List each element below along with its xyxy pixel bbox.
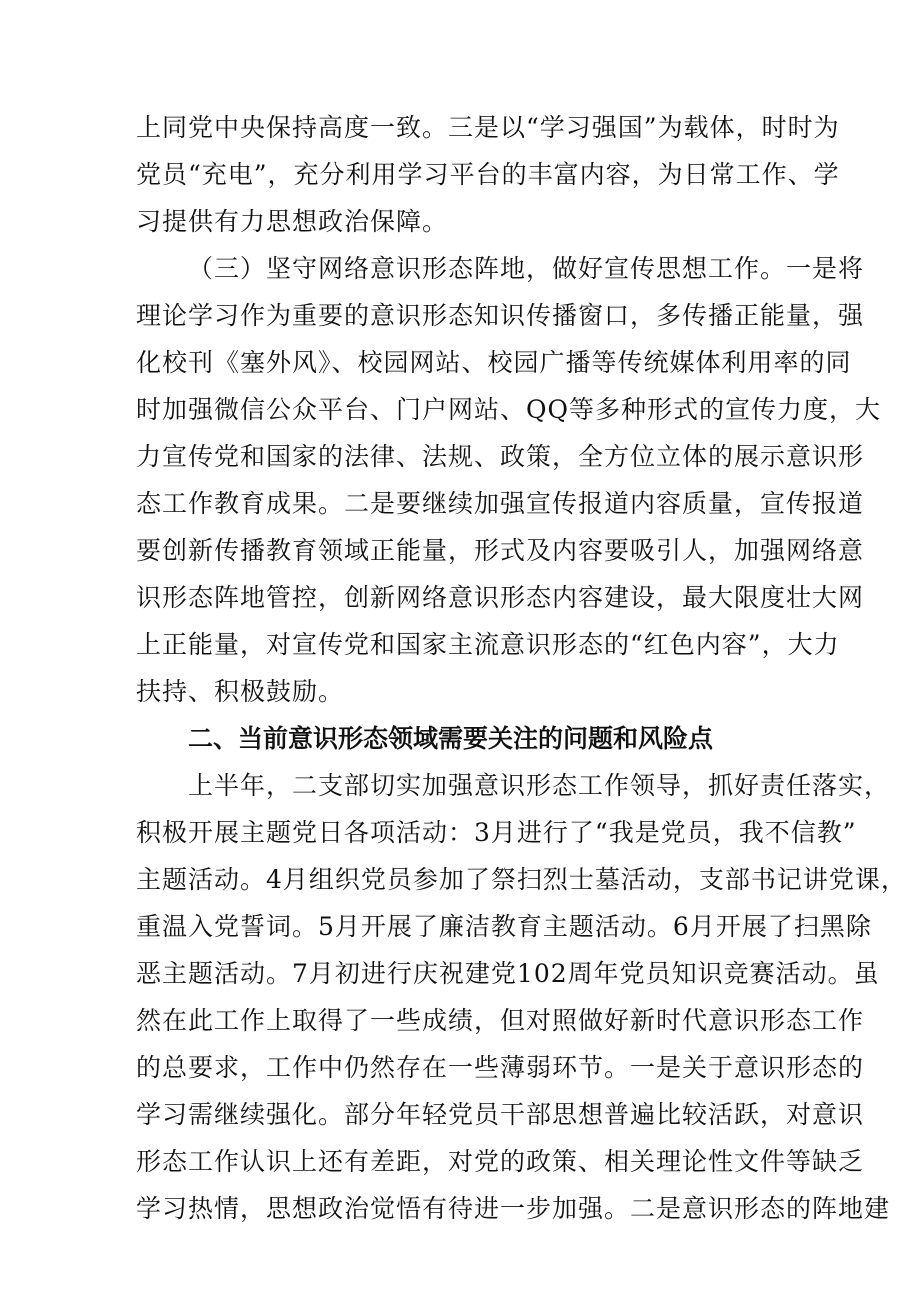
text-line: 的总要求，工作中仍然存在一些薄弱环节。一是关于意识形态的 — [136, 1053, 865, 1082]
text-line: 化校刊《塞外风》、校园网站、校园广播等传统媒体利用率的同 — [136, 348, 852, 377]
text-line: 形态工作认识上还有差距，对党的政策、相关理论性文件等缺乏 — [136, 1147, 865, 1176]
section-heading: 二、当前意识形态领域需要关注的问题和风险点 — [188, 724, 714, 753]
paragraph-network-ideology — [136, 245, 881, 715]
text-line: （三）坚守网络意识形态阵地，做好宣传思想工作。一是将 — [188, 254, 865, 283]
paragraph-first-half-year — [136, 762, 907, 1232]
document-body — [136, 104, 907, 1232]
text-line: 力宣传党和国家的法律、法规、政策，全方位立体的展示意识形 — [136, 442, 865, 471]
text-line: 上同党中央保持高度一致。三是以“学习强国”为载体，时时为 — [136, 113, 840, 142]
text-line: 要创新传播教育领域正能量，形式及内容要吸引人，加强网络意 — [136, 536, 865, 565]
text-line: 习提供有力思想政治保障。 — [136, 207, 449, 236]
text-line: 积极开展主题党日各项活动：3月进行了“我是党员，我不信教” — [136, 818, 857, 847]
text-line: 党员“充电”，充分利用学习平台的丰富内容，为日常工作、学 — [136, 160, 840, 189]
text-line: 然在此工作上取得了一些成绩，但对照做好新时代意识形态工作 — [136, 1006, 865, 1035]
text-line: 扶持、积极鼓励。 — [136, 677, 345, 706]
text-line: 态工作教育成果。二是要继续加强宣传报道内容质量，宣传报道 — [136, 489, 865, 518]
text-line: 主题活动。4月组织党员参加了祭扫烈士墓活动，支部书记讲党课， — [136, 865, 907, 894]
text-line: 重温入党誓词。5月开展了廉洁教育主题活动。6月开展了扫黑除 — [136, 912, 872, 941]
text-line: 时加强微信公众平台、门户网站、QQ等多种形式的宣传力度，大 — [136, 395, 881, 424]
text-line: 识形态阵地管控，创新网络意识形态内容建设，最大限度壮大网 — [136, 583, 865, 612]
paragraph-continuation — [136, 104, 840, 245]
text-line: 学习需继续强化。部分年轻党员干部思想普遍比较活跃，对意识 — [136, 1100, 865, 1129]
text-line: 理论学习作为重要的意识形态知识传播窗口，多传播正能量，强 — [136, 301, 865, 330]
text-line: 上半年，二支部切实加强意识形态工作领导，抓好责任落实， — [188, 771, 891, 800]
text-line: 上正能量，对宣传党和国家主流意识形态的“红色内容”，大力 — [136, 630, 840, 659]
text-line: 恶主题活动。7月初进行庆祝建党102周年党员知识竞赛活动。虽 — [136, 959, 880, 988]
text-line: 学习热情，思想政治觉悟有待进一步加强。二是意识形态的阵地建 — [136, 1194, 891, 1223]
